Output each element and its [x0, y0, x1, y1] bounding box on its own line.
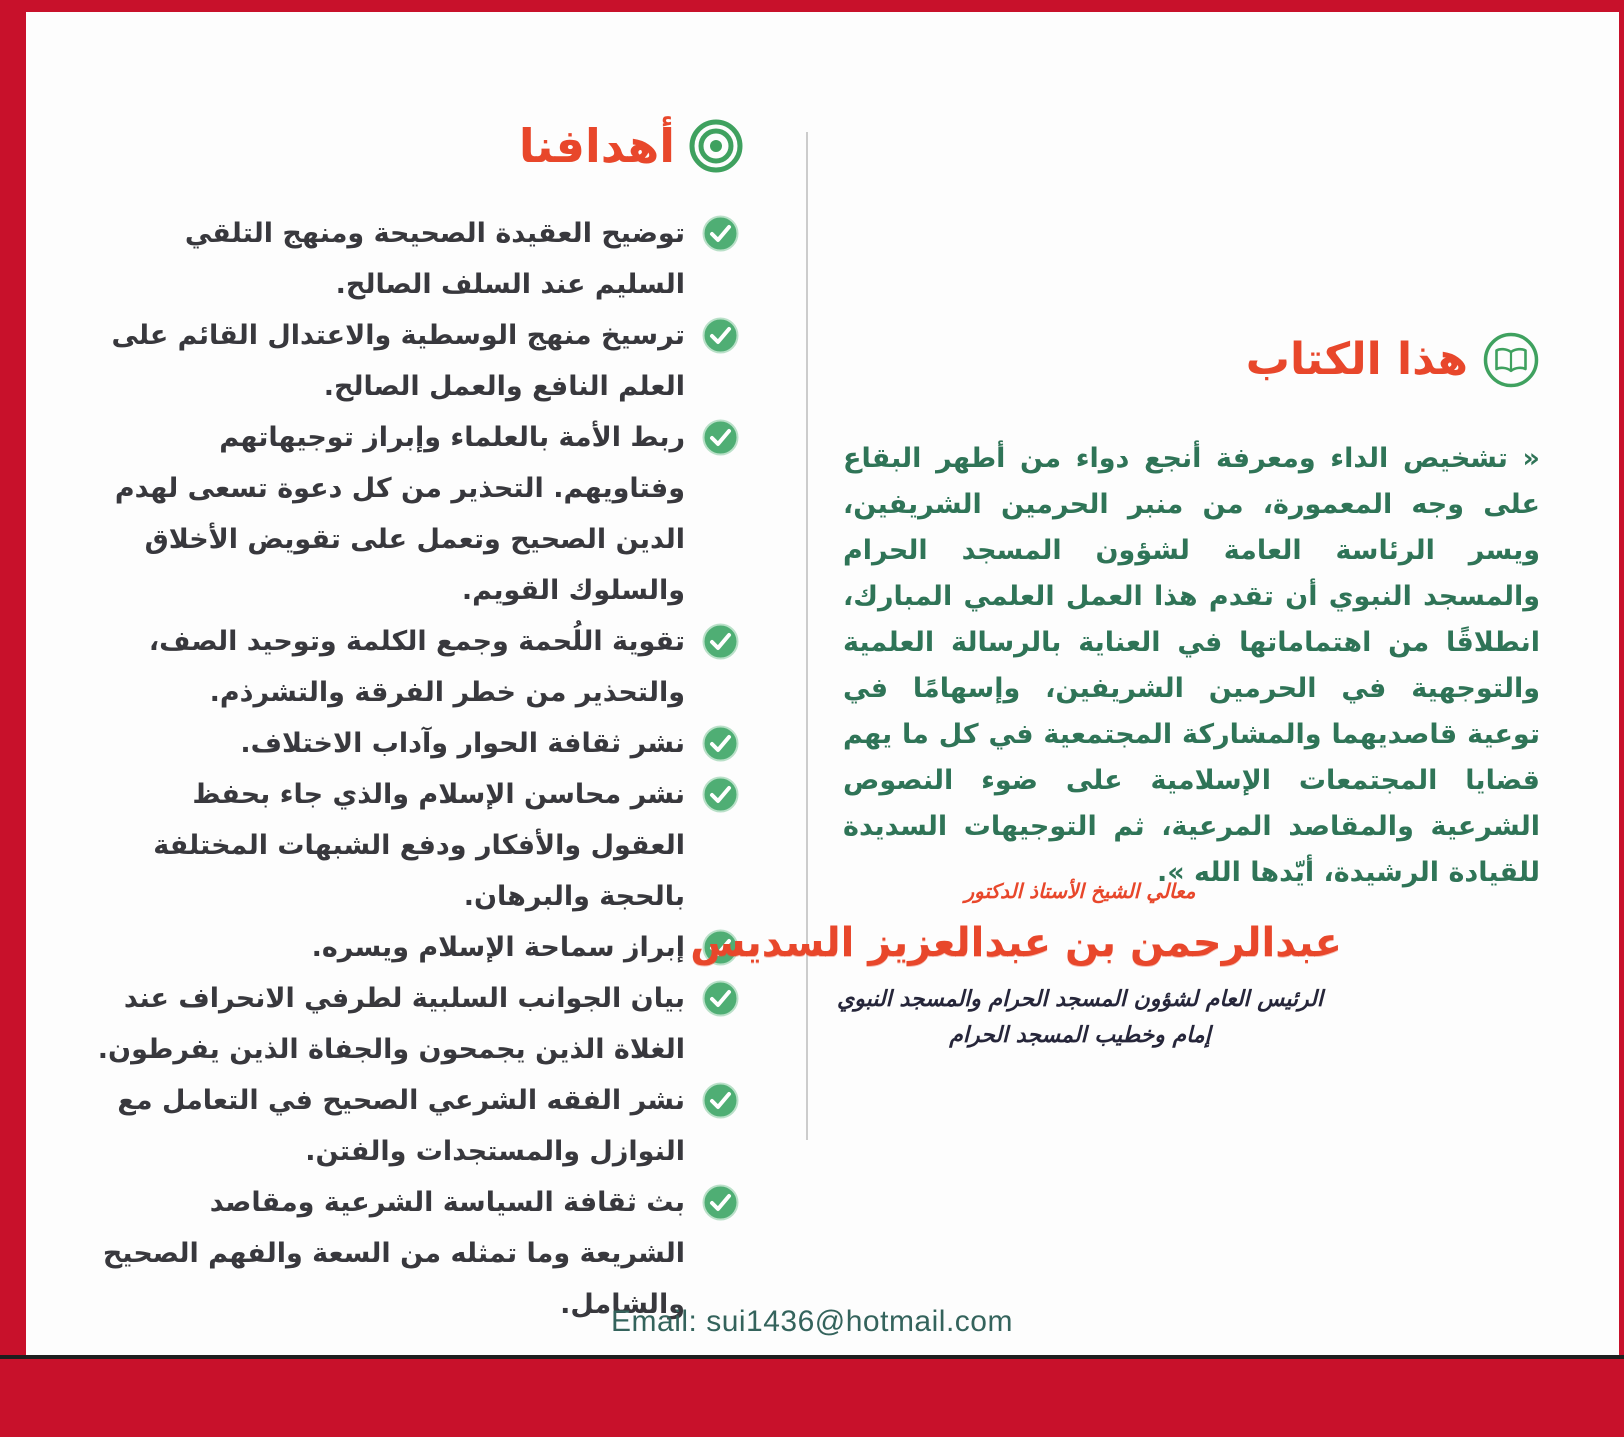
goal-text: ترسيخ منهج الوسطية والاعتدال القائم على العلم النافع والعمل الصالح. — [111, 320, 685, 402]
goals-section — [95, 106, 743, 1330]
check-icon — [702, 980, 739, 1017]
goal-item — [95, 973, 743, 1075]
goal-text: بث ثقافة السياسة الشرعية ومقاصد الشريعة وما تمثله من السعة والفهم الصحيح والشامل. — [102, 1187, 685, 1320]
goal-item — [95, 1075, 743, 1177]
check-icon — [702, 776, 739, 813]
goal-item — [95, 412, 743, 616]
goal-text: إبراز سماحة الإسلام ويسره. — [311, 932, 685, 963]
goal-text: ربط الأمة بالعلماء وإبراز توجيهاتهم وفتاويهم. التحذير من كل دعوة تسعى لهدم الدين الصحيح وتعمل على تقويض الأخلاق والسلوك القويم. — [114, 422, 685, 606]
goal-text: نشر محاسن الإسلام والذي جاء بحفظ العقول والأفكار ودفع الشبهات المختلفة بالحجة والبرهان. — [153, 779, 685, 912]
check-icon — [702, 1184, 739, 1221]
book-header — [843, 328, 1540, 392]
goal-item — [95, 208, 743, 310]
check-icon — [702, 725, 739, 762]
book-title: هذا الكتاب — [1245, 334, 1468, 385]
goal-item — [95, 616, 743, 718]
check-icon — [702, 1082, 739, 1119]
open-book-icon — [1482, 331, 1540, 389]
check-icon — [702, 215, 739, 252]
author-signature-block — [690, 878, 1342, 1054]
check-icon — [702, 419, 739, 456]
author-title-line2: إمام وخطيب المسجد الحرام — [949, 1023, 1211, 1048]
goal-text: تقوية اللُحمة وجمع الكلمة وتوحيد الصف، والتحذير من خطر الفرقة والتشرذم. — [148, 626, 685, 708]
book-description: « تشخيص الداء ومعرفة أنجع دواء من أطهر البقاع على وجه المعمورة، من منبر الحرمين الشريفين، ويسر الرئاسة العامة لشؤون المسجد الحرام والمسجد النبوي أن تقدم هذا العمل العلمي المبارك، انطلاقًا من اهتماماتها في العناية بالرسالة العلمية والتوجهية في الحرمين الشريفين، وإسهامًا في توعية قاصديهما والمشاركة المجتمعية في كل ما يهم قضايا المجتمعات الإسلامية على ضوء النصوص الشرعية والمقاصد المرعية، ثم التوجيهات السديدة للقيادة الرشيدة، أيّدها الله ». — [843, 443, 1540, 888]
goal-text: نشر الفقه الشرعي الصحيح في التعامل مع النوازل والمستجدات والفتن. — [117, 1085, 685, 1167]
goals-title: أهدافنا — [518, 119, 675, 173]
frame-bottom-band — [0, 1359, 1624, 1437]
goals-header — [95, 106, 743, 186]
goal-item — [95, 769, 743, 922]
goal-item — [95, 922, 743, 973]
frame-left-bar — [0, 0, 26, 1437]
check-icon — [702, 317, 739, 354]
author-honorific: معالي الشيخ الأستاذ الدكتور — [964, 879, 1196, 903]
author-title-line1: الرئيس العام لشؤون المسجد الحرام والمسجد النبوي — [837, 987, 1323, 1012]
frame-top-bar — [0, 0, 1624, 12]
book-section — [843, 328, 1540, 896]
goal-text: بيان الجوانب السلبية لطرفي الانحراف عند الغلاة الذين يجمحون والجفاة الذين يفرطون. — [97, 983, 685, 1065]
target-icon — [689, 119, 743, 173]
goals-list — [95, 208, 743, 1330]
frame-right-bar — [1619, 0, 1624, 1437]
column-divider — [806, 132, 808, 1140]
email-line: Email: sui1436@hotmail.com — [611, 1305, 1013, 1338]
goal-item — [95, 718, 743, 769]
goal-text: توضيح العقيدة الصحيحة ومنهج التلقي السليم عند السلف الصالح. — [184, 218, 685, 300]
check-icon — [702, 623, 739, 660]
goal-text: نشر ثقافة الحوار وآداب الاختلاف. — [240, 728, 685, 759]
author-name-calligraphy: عبدالرحمن بن عبدالعزيز السديس — [690, 920, 1342, 966]
goal-item — [95, 310, 743, 412]
